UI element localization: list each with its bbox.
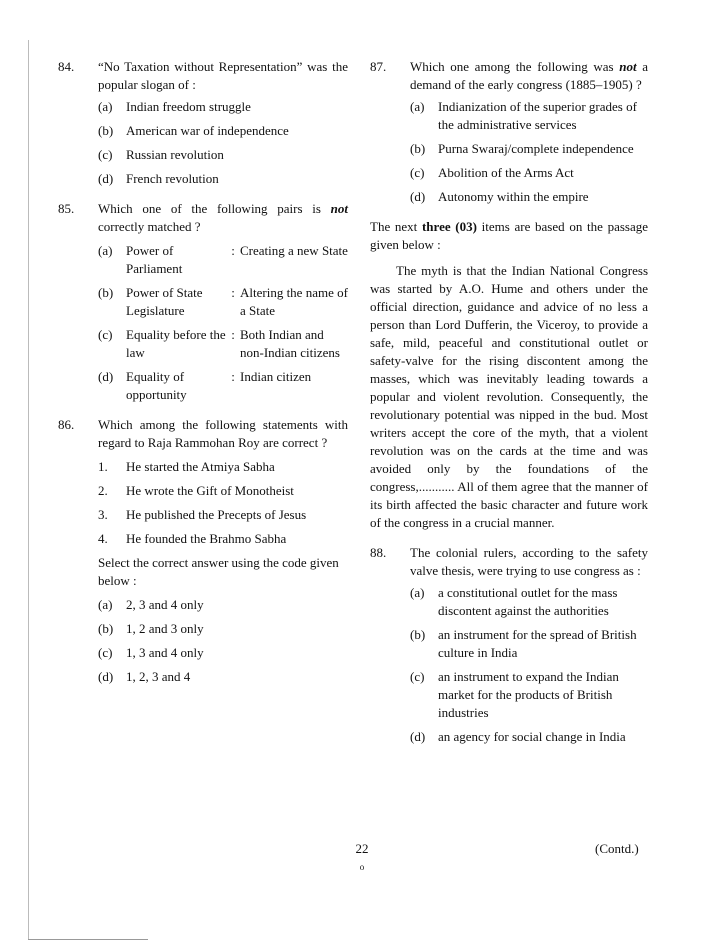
option-a[interactable]: (a) a constitutional outlet for the mass discontent against the authorities bbox=[410, 585, 618, 618]
option-b[interactable]: (b) Power of State Legislature : Altering the name of a State bbox=[98, 285, 348, 318]
item-count: three (03) bbox=[421, 219, 477, 234]
pair-right: Creating a new State bbox=[240, 243, 348, 258]
pair-right: Both Indian and non-Indian citizens bbox=[240, 327, 340, 360]
question-88 bbox=[370, 544, 648, 746]
option-a[interactable]: (a) Indian freedom struggle bbox=[98, 99, 251, 114]
scan-bottom-line bbox=[28, 939, 148, 940]
question-number: 86. bbox=[58, 417, 75, 432]
pair-left: Power of Parliament bbox=[126, 243, 183, 276]
option-b[interactable]: (b) American war of independence bbox=[98, 123, 289, 138]
option-list bbox=[98, 98, 348, 188]
option-d[interactable]: (d) French revolution bbox=[98, 171, 219, 186]
question-84 bbox=[58, 58, 348, 188]
pair-right: Indian citizen bbox=[240, 369, 312, 384]
pair-left: Equality of opportunity bbox=[126, 369, 187, 402]
question-number: 84. bbox=[58, 59, 75, 74]
option-a[interactable]: (a) 2, 3 and 4 only bbox=[98, 597, 204, 612]
question-number: 88. bbox=[370, 545, 387, 560]
question-text: Which among the following statements with regard to Raja Rammohan Roy are correct ? bbox=[98, 417, 348, 450]
instruction-text: Select the correct answer using the code given below : bbox=[98, 555, 339, 588]
statement-4: 4. He founded the Brahmo Sabha bbox=[98, 531, 287, 546]
option-b[interactable]: (b) an instrument for the spread of British culture in India bbox=[410, 627, 637, 660]
option-a[interactable]: (a) Indianization of the superior grades of the administrative services bbox=[410, 99, 637, 132]
option-b[interactable]: (b) 1, 2 and 3 only bbox=[98, 621, 204, 636]
question-85 bbox=[58, 200, 348, 404]
option-d[interactable]: (d) 1, 2, 3 and 4 bbox=[98, 669, 191, 684]
emphasis-not: not bbox=[619, 59, 637, 74]
question-text: “No Taxation without Representation” was the popular slogan of : bbox=[98, 59, 348, 92]
passage-intro: The next three (03) items are based on the passage given below : bbox=[370, 219, 649, 252]
question-87 bbox=[370, 58, 648, 206]
page-number: 22 bbox=[355, 841, 369, 856]
question-text: The colonial rulers, according to the safety valve thesis, were trying to use congress as : bbox=[410, 545, 648, 578]
option-c[interactable]: (c) Equality before the law : Both Indian and non-Indian citizens bbox=[98, 326, 348, 362]
page-mark: o bbox=[359, 862, 365, 872]
left-column bbox=[58, 58, 348, 698]
option-c[interactable]: (c) Abolition of the Arms Act bbox=[410, 165, 574, 180]
option-list bbox=[410, 98, 648, 206]
statement-list bbox=[98, 458, 348, 548]
option-d[interactable]: (d) Autonomy within the empire bbox=[410, 189, 589, 204]
option-c[interactable]: (c) Russian revolution bbox=[98, 147, 224, 162]
option-d[interactable]: (d) Equality of opportunity : Indian citizen bbox=[98, 368, 348, 404]
statement-1: 1. He started the Atmiya Sabha bbox=[98, 459, 275, 474]
pair-left: Equality before the law bbox=[126, 327, 226, 360]
pair-list bbox=[98, 242, 348, 404]
question-number: 85. bbox=[58, 201, 75, 216]
option-a[interactable]: (a) Power of Parliament : Creating a new State bbox=[98, 243, 348, 276]
option-c[interactable]: (c) 1, 3 and 4 only bbox=[98, 645, 204, 660]
question-text: Which one among the following was not a demand of the early congress (1885–1905) ? bbox=[410, 59, 648, 92]
reading-passage: The myth is that the Indian National Congress was started by A.O. Hume and others under the official direction, guidance and advice of no less a person than Lord Dufferin, the Viceroy, to provide a safe, mild, peaceful and constitutional outlet or safety-valve for the rising discontent among the masses, which was inevitably leading towards a popular and violent revolution. Consequently, the revolutionary potential was nipped in the bud. Most writers accept the core of the myth, that a violent revolution was on the cards at the time and was avoided only by the foundations of the congress,........... All of them agree that the manner of its birth affected the basic character and future work of the congress in a crucial manner. bbox=[370, 263, 648, 530]
statement-2: 2. He wrote the Gift of Monotheist bbox=[98, 483, 294, 498]
pair-left: Power of State Legislature bbox=[126, 285, 203, 318]
option-list bbox=[410, 584, 648, 746]
option-c[interactable]: (c) an instrument to expand the Indian market for the products of British industries bbox=[410, 669, 619, 720]
option-list bbox=[98, 596, 348, 686]
continued-label: (Contd.) bbox=[595, 841, 639, 856]
statement-3: 3. He published the Precepts of Jesus bbox=[98, 507, 307, 522]
right-column bbox=[370, 58, 648, 758]
question-number: 87. bbox=[370, 59, 387, 74]
option-b[interactable]: (b) Purna Swaraj/complete independence bbox=[410, 141, 634, 156]
option-d[interactable]: (d) an agency for social change in India bbox=[410, 729, 626, 744]
question-86 bbox=[58, 416, 348, 686]
pair-right: Altering the name of a State bbox=[240, 285, 348, 318]
question-text: Which one of the following pairs is not correctly matched ? bbox=[98, 201, 348, 234]
emphasis-not: not bbox=[330, 201, 348, 216]
scan-edge-line bbox=[28, 40, 29, 940]
